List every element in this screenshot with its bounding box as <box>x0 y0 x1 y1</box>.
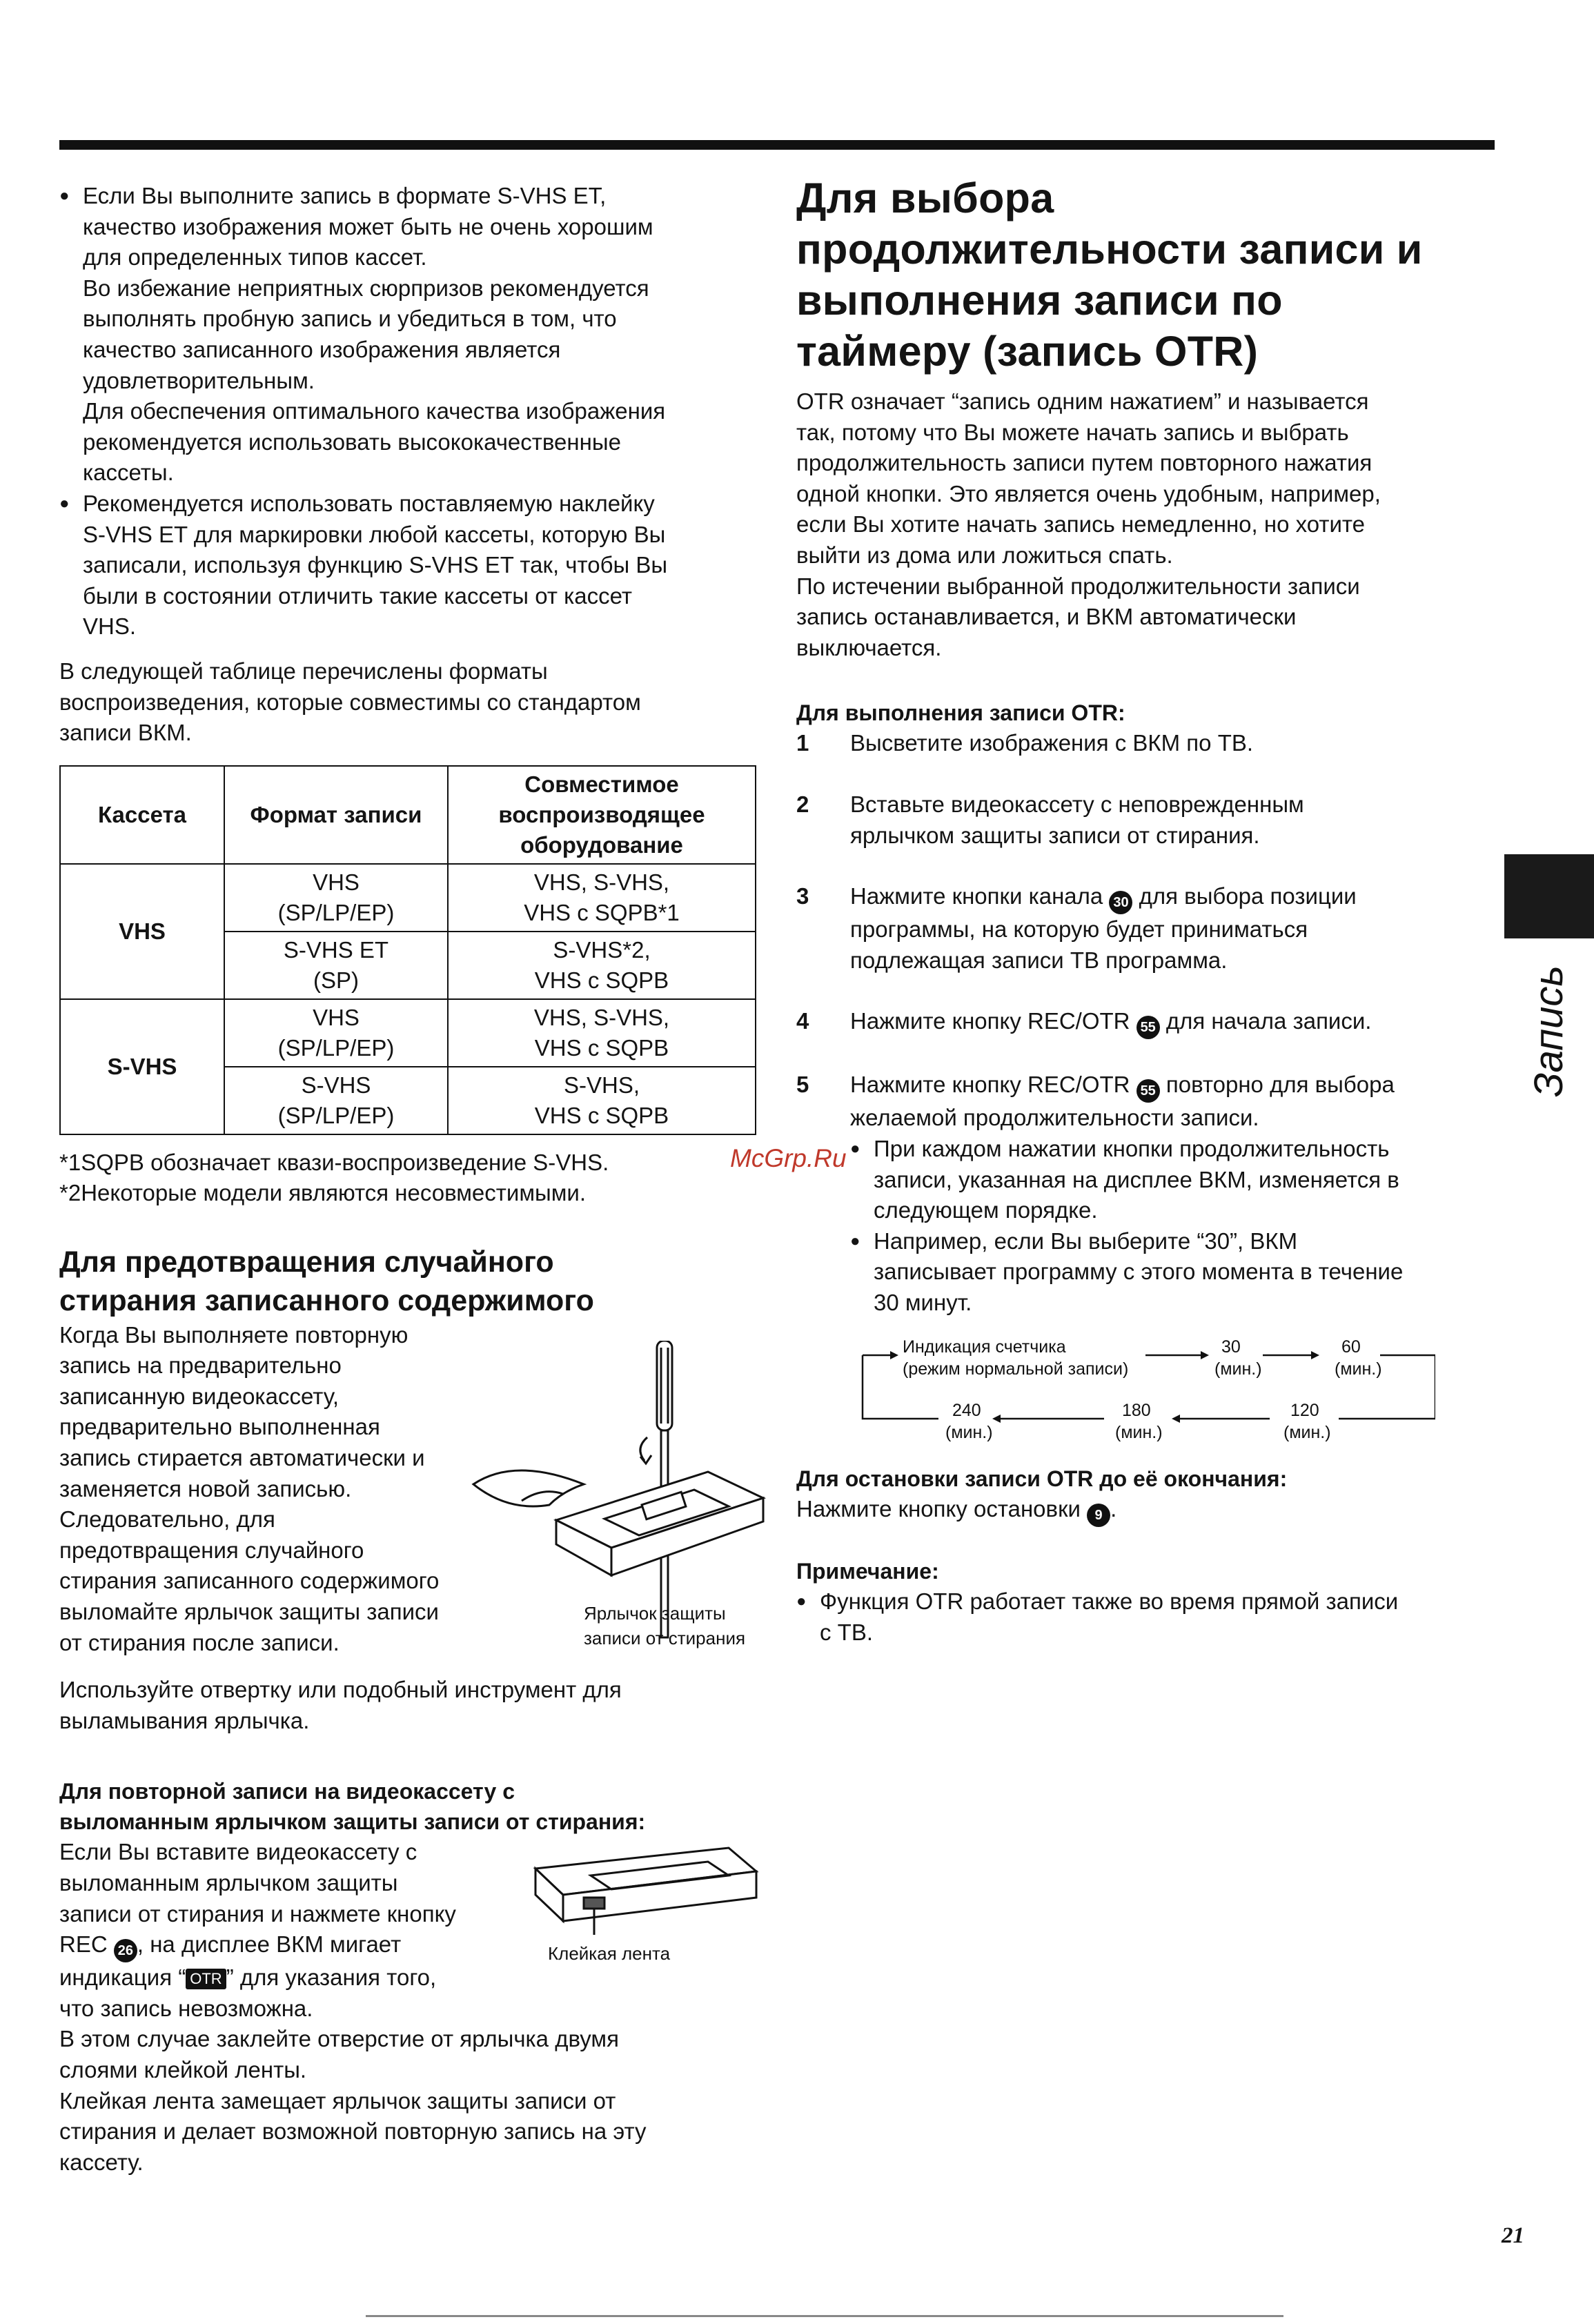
step-number: 5 <box>796 1072 809 1098</box>
text-line: выйти из дома или ложиться спать. <box>796 542 1173 568</box>
side-label-text: Запись <box>1526 965 1571 1097</box>
rec-label: REC <box>59 1931 108 1958</box>
otr-intro <box>796 386 1486 663</box>
text-line: S-VHS ET для маркировки любой кассеты, которую Вы <box>83 521 666 547</box>
text-line: (SP) <box>313 967 359 993</box>
bottom-rule <box>366 2315 1283 2317</box>
diagram-start-line1: Индикация счетчика <box>903 1337 1066 1357</box>
text-line: записывает программу с этого момента в течение <box>874 1259 1404 1285</box>
svhs-et-bullets <box>59 181 759 642</box>
text-line: запись останавливается, и ВКМ автоматически <box>796 604 1297 630</box>
text-line: VHS <box>313 869 360 895</box>
step-number: 2 <box>796 791 809 817</box>
step-item <box>796 1006 1486 1039</box>
text-line: одной кнопки. Это является очень удобным, например, <box>796 480 1381 506</box>
text-line: VHS с SQPB*1 <box>524 899 680 925</box>
text-line: слоями клейкой ленты. <box>59 2056 307 2082</box>
format-cell <box>224 932 448 999</box>
text-line: запись на предварительно <box>59 1352 342 1379</box>
diagram-240-value: 240 <box>952 1401 981 1421</box>
equipment-cell <box>448 864 756 932</box>
text-line: запись стирается автоматически и <box>59 1445 425 1471</box>
text-line: от стирания после записи. <box>59 1629 340 1655</box>
equipment-cell <box>448 1067 756 1134</box>
text-line: рекомендуется использовать высококачественные <box>83 429 621 455</box>
step-item <box>796 1070 1486 1134</box>
text-line: стирания и делает возможной повторную запись на эту <box>59 2118 647 2145</box>
bullet-item <box>59 489 759 642</box>
text-line: записанную видеокассету, <box>59 1383 340 1409</box>
diagram-180-unit: (мин.) <box>1115 1423 1163 1443</box>
page-number: 21 <box>1502 2223 1524 2248</box>
watermark: McGrp.Ru <box>730 1144 847 1172</box>
text-line: Используйте отвертку или подобный инструмент для <box>59 1677 622 1703</box>
text-line: Рекомендуется использовать поставляемую наклейку <box>83 490 655 516</box>
taped-cassette-icon <box>535 1848 756 1935</box>
text-line: записи ВКМ. <box>59 720 192 746</box>
equipment-cell <box>448 999 756 1067</box>
tab-caption-line2: записи от стирания <box>584 1627 746 1648</box>
text-line: записали, используя функцию S-VHS ET так, чтобы Вы <box>83 552 668 578</box>
text-line: выламывания ярлычка. <box>59 1707 310 1733</box>
diagram-60-value: 60 <box>1341 1337 1361 1357</box>
text-line: выполнять пробную запись и убедиться в том, что <box>83 306 617 332</box>
text-line: Следовательно, для <box>59 1506 275 1533</box>
button-number-icon: 30 <box>1109 891 1132 914</box>
text-line: VHS с SQPB <box>534 1102 669 1128</box>
diagram-120-value: 120 <box>1290 1401 1319 1421</box>
text-line: продолжительность записи путем повторного нажатия <box>796 450 1372 476</box>
right-column <box>796 173 1486 1648</box>
diagram-30-unit: (мин.) <box>1214 1359 1262 1379</box>
text-line: Высветите изображения с ВКМ по ТВ. <box>850 730 1254 756</box>
equipment-cell <box>448 932 756 999</box>
text-line: S-VHS, <box>563 1072 640 1098</box>
text-line: если Вы хотите начать запись немедленно, но хотите <box>796 511 1366 538</box>
erase-tab-illustration <box>446 1341 770 1665</box>
text-line: VHS с SQPB <box>534 1034 669 1061</box>
text-line: VHS с SQPB <box>534 967 669 993</box>
note-item <box>796 1586 1486 1648</box>
text-line: *1SQPB обозначает квази-воспроизведение S-VHS. <box>59 1149 609 1175</box>
text-line: 30 минут. <box>874 1289 972 1315</box>
top-rule <box>59 140 1495 150</box>
step-text: Нажмите кнопку REC/OTR <box>850 1072 1137 1098</box>
text-line: Когда Вы выполняете повторную <box>59 1321 409 1348</box>
otr-sub-bullets <box>850 1134 1486 1319</box>
table-footnotes <box>59 1148 759 1208</box>
step-text: повторно для выбора <box>1159 1072 1395 1098</box>
text-line: кассету. <box>59 2149 144 2175</box>
text-line: *2Некоторые модели являются несовместимыми. <box>59 1179 587 1205</box>
text-line: оборудование <box>520 831 683 858</box>
otr-steps <box>796 728 1486 1134</box>
format-cell <box>224 1067 448 1134</box>
text-line: Например, если Вы выберите “30”, ВКМ <box>874 1228 1298 1254</box>
section-tab <box>1504 854 1594 938</box>
erase-protection-heading <box>59 1243 759 1320</box>
rerecord-text-b: , на дисплее ВКМ мигает <box>137 1931 402 1958</box>
stop-pre: Нажмите кнопку остановки <box>796 1496 1088 1522</box>
step-item <box>796 881 1486 976</box>
format-cell <box>224 864 448 932</box>
col-header-equipment <box>448 766 756 864</box>
stop-text <box>796 1494 1486 1527</box>
note-heading: Примечание: <box>796 1559 939 1584</box>
indicator-pre: индикация “ <box>59 1964 186 1991</box>
text-line: В следующей таблице перечислены форматы <box>59 658 548 684</box>
step-text: Нажмите кнопки канала <box>850 883 1110 909</box>
text-line: так, потому что Вы можете начать запись и выбрать <box>796 419 1349 445</box>
format-cell <box>224 999 448 1067</box>
text-line: продолжительности записи и <box>796 226 1423 273</box>
diagram-start-line2: (режим нормальной записи) <box>903 1359 1129 1379</box>
tape-caption: Клейкая лента <box>548 1943 671 1964</box>
sub-bullet-item <box>850 1134 1486 1226</box>
text-line: Для повторной записи на видеокассету с <box>59 1779 515 1804</box>
tab-caption-line1: Ярлычок защиты <box>584 1602 726 1624</box>
text-line: подлежащая записи ТВ программа. <box>850 947 1228 973</box>
rerecord-heading <box>59 1776 759 1837</box>
text-line: (SP/LP/EP) <box>277 899 395 925</box>
text-line: выключается. <box>796 634 942 660</box>
text-line: были в состоянии отличить такие кассеты от кассет <box>83 582 632 609</box>
text-line: S-VHS*2, <box>553 936 651 963</box>
diagram-60-unit: (мин.) <box>1335 1359 1382 1379</box>
text-line: ярлычком защиты записи от стирания. <box>850 822 1260 848</box>
stop-post: . <box>1110 1496 1117 1522</box>
text-line: VHS. <box>83 613 137 640</box>
table-row <box>60 999 756 1067</box>
text-line: желаемой продолжительности записи. <box>850 1105 1259 1131</box>
button-number-icon: 55 <box>1137 1079 1160 1103</box>
text-line: Если Вы выполните запись в формате S-VHS ET, <box>83 183 607 208</box>
text-line: Клейкая лента замещает ярлычок защиты записи от <box>59 2087 616 2114</box>
step-number: 3 <box>796 883 809 909</box>
text-line: записи, указанная на дисплее ВКМ, изменяется в <box>874 1166 1399 1192</box>
col-header-cassette: Кассета <box>60 766 224 864</box>
text-line: качество записанного изображения является <box>83 336 561 362</box>
screwdriver-text <box>59 1675 759 1736</box>
step-text: Нажмите кнопку REC/OTR <box>850 1008 1137 1034</box>
text-line: S-VHS <box>301 1072 371 1098</box>
text-line: В этом случае заклейте отверстие от ярлычка двумя <box>59 2026 619 2052</box>
rec-button-icon: 26 <box>114 1939 137 1962</box>
cassette-cell: S-VHS <box>60 999 224 1134</box>
left-column <box>59 181 759 2178</box>
text-line: По истечении выбранной продолжительности записи <box>796 573 1360 599</box>
text-line: заменяется новой записью. <box>59 1475 352 1501</box>
otr-title <box>796 173 1486 377</box>
text-line: Функция OTR работает также во время прямой записи <box>820 1588 1399 1615</box>
text-line: предварительно выполненная <box>59 1414 380 1440</box>
text-line: программы, на которую будет приниматься <box>850 916 1308 943</box>
text-line: Если Вы вставите видеокассету с <box>59 1839 417 1865</box>
text-line: Для обеспечения оптимального качества изображения <box>83 398 666 424</box>
text-line: VHS, S-VHS, <box>533 1004 670 1030</box>
diagram-240-unit: (мин.) <box>945 1423 993 1443</box>
text-line: Вставьте видеокассету с неповрежденным <box>850 791 1304 817</box>
text-line: Совместимое <box>524 771 679 797</box>
text-line: удовлетворительным. <box>83 367 315 393</box>
text-line: с ТВ. <box>820 1619 874 1646</box>
stop-button-icon: 9 <box>1087 1504 1110 1527</box>
col-header-format: Формат записи <box>224 766 448 864</box>
text-line: VHS <box>313 1004 360 1030</box>
stop-heading: Для остановки записи OTR до её окончания: <box>796 1466 1288 1492</box>
note-list <box>796 1586 1486 1648</box>
button-number-icon: 55 <box>1137 1016 1160 1039</box>
text-line: При каждом нажатии кнопки продолжительность <box>874 1135 1390 1161</box>
indicator-post: ” для указания того, <box>226 1964 437 1991</box>
bullet-item <box>59 181 759 489</box>
cassette-icon <box>473 1470 763 1575</box>
text-line: стирания записанного содержимого <box>59 1283 594 1317</box>
text-line: S-VHS ET <box>283 936 389 963</box>
text-line: OTR означает “запись одним нажатием” и называется <box>796 388 1369 414</box>
step-text: для выбора позиции <box>1132 883 1357 909</box>
text-line: воспроизведения, которые совместимы со стандартом <box>59 689 641 715</box>
table-row <box>60 864 756 932</box>
step-text: для начала записи. <box>1159 1008 1372 1034</box>
text-line: VHS, S-VHS, <box>533 869 670 895</box>
diagram-120-unit: (мин.) <box>1283 1423 1331 1443</box>
text-line: Для предотвращения случайного <box>59 1245 554 1279</box>
diagram-180-value: 180 <box>1122 1401 1151 1421</box>
text-line: что запись невозможна. <box>59 1995 313 2021</box>
text-line: (SP/LP/EP) <box>277 1034 395 1061</box>
section-side-label <box>1503 938 1586 1111</box>
step-item <box>796 728 1486 759</box>
text-line: выломайте ярлычок защиты записи <box>59 1599 439 1625</box>
text-line: стирания записанного содержимого <box>59 1568 440 1594</box>
sub-bullet-item <box>850 1226 1486 1319</box>
cassette-cell: VHS <box>60 864 224 999</box>
otr-steps-heading: Для выполнения записи OTR: <box>796 700 1125 726</box>
step-number: 4 <box>796 1008 809 1034</box>
diagram-30-value: 30 <box>1221 1337 1241 1357</box>
text-line: выломанным ярлычком защиты записи от стирания: <box>59 1809 646 1835</box>
text-line: предотвращения случайного <box>59 1537 364 1563</box>
text-line: следующем порядке. <box>874 1197 1098 1223</box>
text-line: кассеты. <box>83 460 174 486</box>
text-line: выломанным ярлычком защиты <box>59 1870 398 1895</box>
otr-duration-diagram <box>856 1336 1435 1446</box>
step-item <box>796 789 1486 851</box>
tape-illustration <box>529 1841 763 1979</box>
text-line: выполнения записи по <box>796 277 1283 324</box>
table-intro <box>59 656 759 749</box>
text-line: Во избежание неприятных сюрпризов рекомендуется <box>83 275 649 301</box>
text-line: (SP/LP/EP) <box>277 1102 395 1128</box>
text-line: качество изображения может быть не очень хорошим <box>83 213 653 239</box>
otr-display-icon: OTR <box>186 1969 226 1989</box>
text-line: для определенных типов кассет. <box>83 244 427 270</box>
text-line: таймеру (запись OTR) <box>796 328 1259 375</box>
text-line: воспроизводящее <box>498 801 705 827</box>
text-line: записи от стирания и нажмете кнопку <box>59 1900 456 1927</box>
step-number: 1 <box>796 730 809 756</box>
format-table <box>59 765 756 1135</box>
text-line: Для выбора <box>796 175 1054 221</box>
